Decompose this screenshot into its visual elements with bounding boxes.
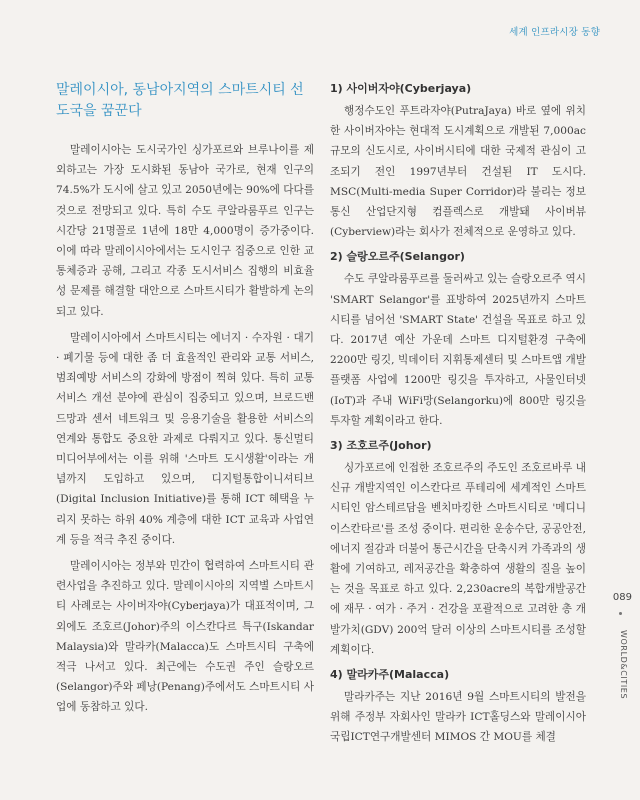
section-selangor bbox=[330, 248, 586, 431]
section-heading: 4) 말라카주(Malacca) bbox=[330, 668, 450, 682]
side-label: WORLD&CITIES bbox=[619, 630, 628, 700]
separator-dot bbox=[619, 612, 622, 615]
section-text: 행정수도인 푸트라자야(PutraJaya) 바로 옆에 위치한 사이버자야는 현대적 도시계획으로 개발된 7,000ac 규모의 신도시로, 사이버시티에 대한 국제적 관심이 고조되기 전인 1997년부터 건설된 IT 도시다. MSC(Multi-media Super Corridor)라 불리는 정보통신 산업단지형 컴플렉스로 개발돼 사이버뷰(Cyberview)라는 회사가 전체적으로 운영하고 있다. bbox=[330, 105, 586, 239]
section-malacca bbox=[330, 666, 586, 748]
body-paragraph: 말레이시아는 정부와 민간이 협력하여 스마트시티 관련사업을 추진하고 있다. 말레이시아의 지역별 스마트시티 사례로는 사이버자야(Cyberjaya)가 대표적이며, 그 외에도 조호르(Johor)주의 이스칸다르 특구(Iskandar Malaysia)와 말라카(Malacca)도 스마트시티 구축에 적극 나서고 있다. 최근에는 수도권 주인 슬랑오르(Selangor)주와 페낭(Penang)주에서도 스마트시티 사업에 동참하고 있다. bbox=[56, 560, 314, 714]
article-title: 말레이시아, 동남아지역의 스마트시티 선도국을 꿈꾼다 bbox=[56, 82, 304, 119]
body-paragraph: 말레이시아에서 스마트시티는 에너지 · 수자원 · 대기 · 폐기물 등에 대한 좀 더 효율적인 관리와 교통 서비스, 범죄예방 서비스의 강화에 방점이 찍혀 있다. 특히 교통 서비스 개선 분야에 관심이 집중되고 있으며, 브로드밴드망과 센서 네트워크 및 응용기술을 활용한 서비스의 연계와 통합도 중요한 과제로 다뤄지고 있다. 통신멀티미디어부에서는 이를 위해 '스마트 도시생활'이라는 개념까지 도입하고 있으며, 디지털통합이니셔티브(Digital Inclusion Initiative)를 통해 ICT 혜택을 누리지 못하는 하위 40% 계층에 대한 ICT 교육과 사업연계 등을 적극 추진 중이다. bbox=[56, 331, 314, 546]
left-column bbox=[56, 80, 314, 724]
section-heading: 3) 조호르주(Johor) bbox=[330, 439, 432, 453]
section-text: 말라카주는 지난 2016년 9월 스마트시티의 발전을 위해 주정부 자회사인 말라카 ICT홀딩스와 말레이시아 국립ICT연구개발센터 MIMOS 간 MOU를 체결 bbox=[330, 691, 586, 744]
section-johor bbox=[330, 437, 586, 660]
right-column bbox=[330, 80, 586, 754]
page-number: 089 bbox=[612, 592, 632, 603]
running-header: 세계 인프라시장 동향 bbox=[509, 27, 600, 38]
section-cyberjaya bbox=[330, 80, 586, 242]
body-paragraph: 말레이시아는 도시국가인 싱가포르와 브루나이를 제외하고는 가장 도시화된 동남아 국가로, 현재 인구의 74.5%가 도시에 살고 있고 2050년에는 90%에 다다를 것으로 전망되고 있다. 특히 수도 쿠알라룸푸르 인구는 시간당 21명꼴로 1년에 18만 4,000명이 증가중이다. 이에 따라 말레이시아에서는 도시인구 집중으로 인한 교통체증과 공해, 그리고 각종 도시서비스 집행의 비효율성 문제를 해결할 대안으로 스마트시티가 활발하게 논의되고 있다. bbox=[56, 144, 314, 318]
section-text: 싱가포르에 인접한 조호르주의 주도인 조호르바루 내 신규 개발지역인 이스칸다르 푸테리에 세계적인 스마트시티인 암스테르담을 벤치마킹한 스마트시티로 '메디니 이스칸타르'를 조성 중이다. 편리한 운송수단, 공공안전, 에너지 절감과 더불어 통근시간을 단축시켜 가족과의 생활에 기여하고, 레저공간을 확충하여 생활의 질을 높이는 것을 목표로 하고 있다. 2,230acre의 복합개발공간에 재무 · 여가 · 주거 · 건강을 포괄적으로 고려한 총 개발가치(GDV) 200억 달러 이상의 스마트시티를 조성할 계획이다. bbox=[330, 462, 586, 656]
section-heading: 2) 슬랑오르주(Selangor) bbox=[330, 250, 465, 264]
section-text: 수도 쿠알라룸푸르를 둘러싸고 있는 슬랑오르주 역시 'SMART Selangor'를 표방하여 2025년까지 스마트시티를 넘어선 'SMART State' 건설을 목표로 하고 있다. 2017년 예산 가운데 스마트 디지털환경 구축에 2200만 링깃, 빅데이터 지휘통제센터 및 스마트앱 개발플랫폼 사업에 1200만 링깃을 투자하고, 사물인터넷(IoT)과 주내 WiFi망(Selangorku)에 800만 링깃을 투자할 계획이라고 한다. bbox=[330, 273, 586, 427]
section-heading: 1) 사이버자야(Cyberjaya) bbox=[330, 82, 472, 95]
